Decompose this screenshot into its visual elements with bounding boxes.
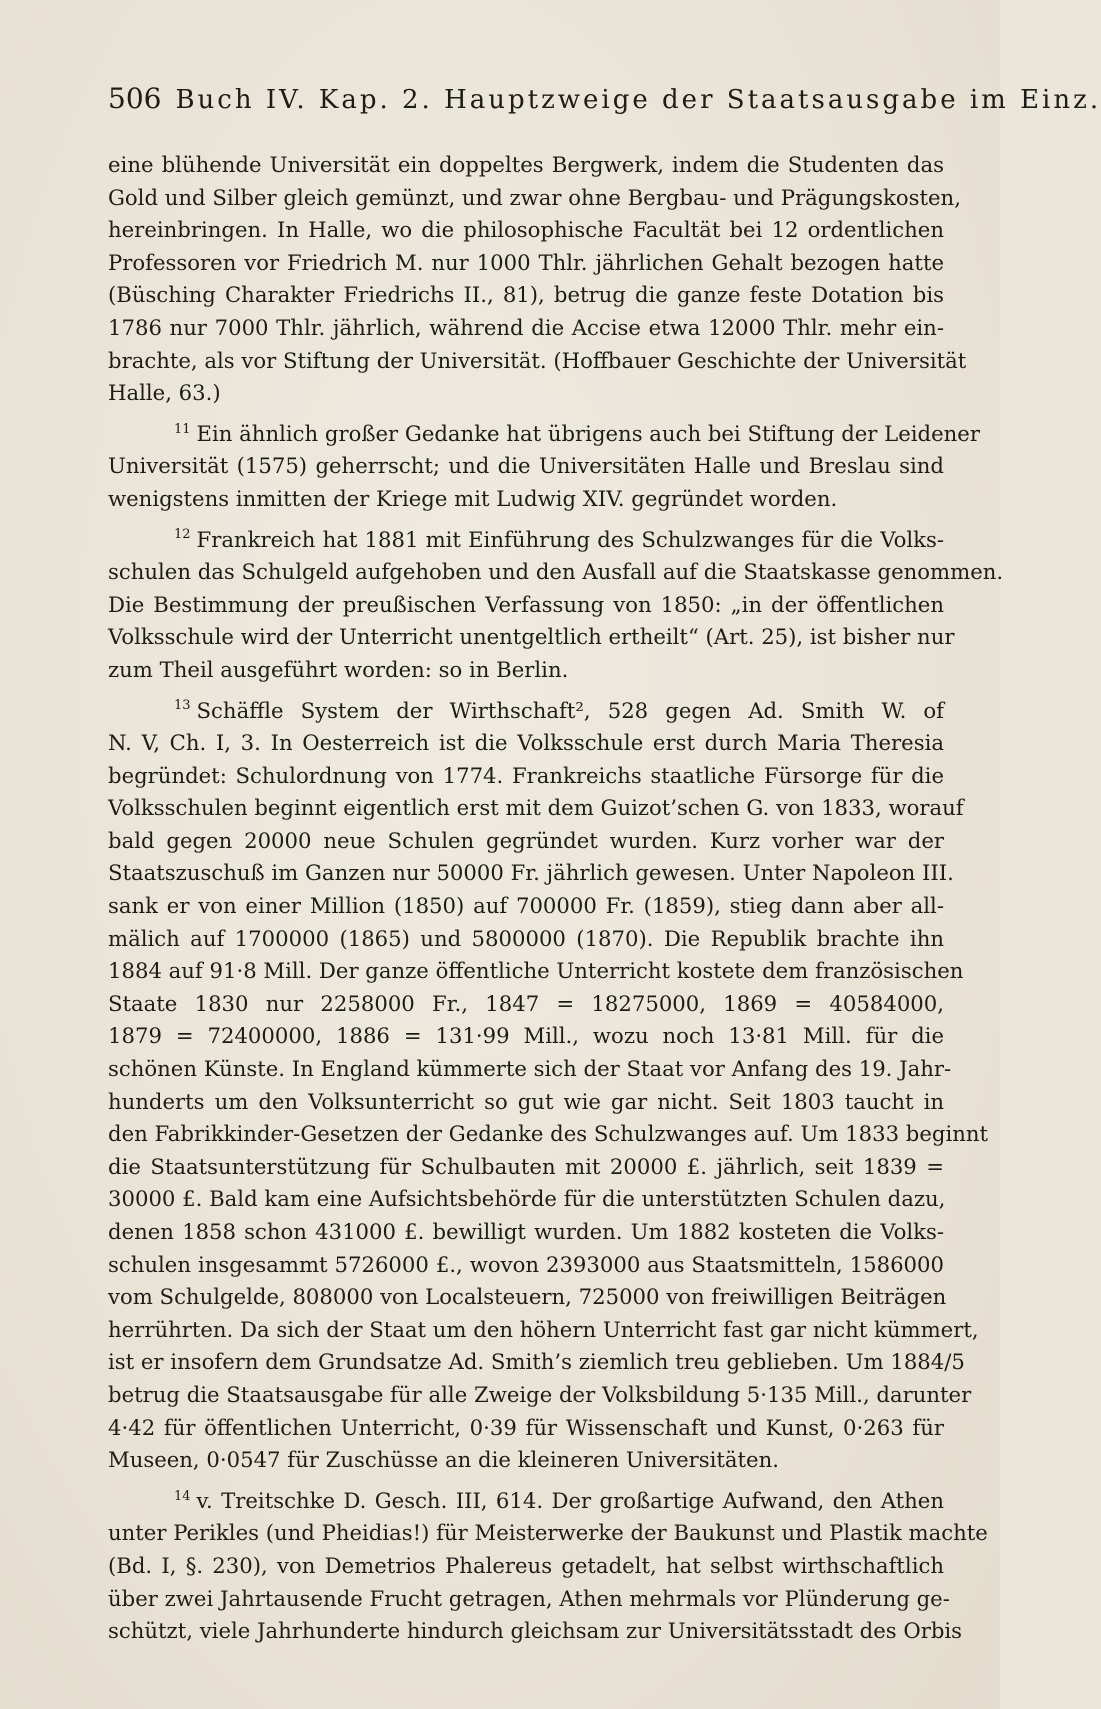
footnote-line: 4·42 für öffentlichen Unterricht, 0·39 für Wissenschaft und Kunst, 0·263 für bbox=[108, 1414, 944, 1440]
footnote-14 bbox=[108, 1485, 988, 1648]
footnote-line: Museen, 0·0547 für Zuschüsse an die kleineren Universitäten. bbox=[108, 1447, 779, 1473]
text-line: brachte, als vor Stiftung der Universität. (Hoffbauer Geschichte der Universität bbox=[108, 347, 967, 373]
footnote-mark: 11 bbox=[174, 421, 191, 437]
text-line: (Büsching Charakter Friedrichs II., 81), betrug die ganze feste Dotation bis bbox=[108, 282, 944, 308]
footnote-line: mälich auf 1700000 (1865) und 5800000 (1870). Die Republik brachte ihn bbox=[108, 925, 944, 951]
footnote-line: 1879 = 72400000, 1886 = 131·99 Mill., wozu noch 13·81 Mill. für die bbox=[108, 1023, 944, 1049]
footnote-line: sank er von einer Million (1850) auf 700000 Fr. (1859), stieg dann aber all- bbox=[108, 893, 944, 919]
footnote-text: v. Treitschke D. Gesch. III, 614. Der großartige Aufwand, den Athen bbox=[196, 1487, 944, 1513]
footnote-line: bald gegen 20000 neue Schulen gegründet wurden. Kurz vorher war der bbox=[108, 827, 944, 853]
footnote-line: (Bd. I, §. 230), von Demetrios Phalereus getadelt, hat selbst wirthschaftlich bbox=[108, 1552, 944, 1578]
footnote-line: schulen insgesammt 5726000 £., wovon 2393000 aus Staatsmitteln, 1586000 bbox=[108, 1251, 944, 1277]
footnote-line: die Staatsunterstützung für Schulbauten mit 20000 £. jährlich, seit 1839 = bbox=[108, 1153, 944, 1179]
footnote-line: hunderts um den Volksunterricht so gut wie gar nicht. Seit 1803 taucht in bbox=[108, 1088, 944, 1114]
footnote-line: 30000 £. Bald kam eine Aufsichtsbehörde für die unterstützten Schulen dazu, bbox=[108, 1186, 946, 1212]
footnote-12 bbox=[108, 524, 1004, 687]
footnote-line: begründet: Schulordnung von 1774. Frankreichs staatliche Fürsorge für die bbox=[108, 762, 944, 788]
footnote-line: vom Schulgelde, 808000 von Localsteuern, 725000 von freiwilligen Beiträgen bbox=[108, 1284, 947, 1310]
footnote-line: 1884 auf 91·8 Mill. Der ganze öffentliche Unterricht kostete dem französischen bbox=[108, 958, 964, 984]
footnote-line: schützt, viele Jahrhunderte hindurch gleichsam zur Universitätsstadt des Orbis bbox=[108, 1618, 963, 1644]
footnote-mark: 14 bbox=[174, 1488, 191, 1504]
footnote-text: Ein ähnlich großer Gedanke hat übrigens auch bei Stiftung der Leidener bbox=[196, 420, 980, 446]
footnote-line: Die Bestimmung der preußischen Verfassung von 1850: „in der öffentlichen bbox=[108, 591, 944, 617]
footnote-line: unter Perikles (und Pheidias!) für Meisterwerke der Baukunst und Plastik machte bbox=[108, 1520, 988, 1546]
page-text bbox=[108, 149, 1004, 1648]
footnote-line: N. V, Ch. I, 3. In Oesterreich ist die Volksschule erst durch Maria Theresia bbox=[108, 730, 944, 756]
footnote-line: schönen Künste. In England kümmerte sich der Staat vor Anfang des 19. Jahr- bbox=[108, 1056, 952, 1082]
running-head bbox=[108, 82, 1101, 115]
footnote-line: schulen das Schulgeld aufgehoben und den Ausfall auf die Staatskasse genommen. bbox=[108, 559, 1004, 585]
footnote-line: Volksschule wird der Unterricht unentgeltlich ertheilt“ (Art. 25), ist bisher nur bbox=[108, 624, 955, 650]
footnote-line: Staatszuschuß im Ganzen nur 50000 Fr. jährlich gewesen. Unter Napoleon III. bbox=[108, 860, 954, 886]
text-line: Gold und Silber gleich gemünzt, und zwar ohne Bergbau- und Prägungskosten, bbox=[108, 184, 961, 210]
continued-paragraph bbox=[108, 149, 967, 410]
footnote-line bbox=[108, 1485, 944, 1518]
footnote-line: denen 1858 schon 431000 £. bewilligt wurden. Um 1882 kosteten die Volks- bbox=[108, 1219, 944, 1244]
footnote-11 bbox=[108, 418, 980, 516]
footnote-mark: 12 bbox=[174, 527, 191, 543]
footnote-line: wenigstens inmitten der Kriege mit Ludwig XIV. gegründet worden. bbox=[108, 485, 838, 511]
footnote-line: ist er insofern dem Grundsatze Ad. Smith’s ziemlich treu geblieben. Um 1884/5 bbox=[108, 1349, 965, 1375]
footnote-line bbox=[108, 524, 944, 557]
footnote-line: den Fabrikkinder-Gesetzen der Gedanke des Schulzwanges auf. Um 1833 beginnt bbox=[108, 1121, 989, 1147]
footnote-line: zum Theil ausgeführt worden: so in Berlin. bbox=[108, 656, 569, 682]
text-line: hereinbringen. In Halle, wo die philosophische Facultät bei 12 ordentlichen bbox=[108, 217, 944, 243]
footnote-mark: 13 bbox=[174, 698, 191, 714]
footnote-line: herrührten. Da sich der Staat um den höhern Unterricht fast gar nicht kümmert, bbox=[108, 1316, 979, 1342]
page-number: 506 bbox=[108, 82, 162, 115]
footnote-line: über zwei Jahrtausende Frucht getragen, Athen mehrmals vor Plünderung ge- bbox=[108, 1585, 950, 1611]
running-title: Buch IV. Kap. 2. Hauptzweige der Staatsausgabe im Einz. bbox=[175, 85, 1101, 115]
footnote-13 bbox=[108, 695, 989, 1477]
footnote-line: Volksschulen beginnt eigentlich erst mit dem Guizot’schen G. von 1833, worauf bbox=[108, 795, 964, 821]
footnote-text: Schäffle System der Wirthschaft², 528 gegen Ad. Smith W. of bbox=[196, 697, 944, 723]
text-line: eine blühende Universität ein doppeltes Bergwerk, indem die Studenten das bbox=[108, 152, 944, 177]
footnote-line: betrug die Staatsausgabe für alle Zweige der Volksbildung 5·135 Mill., darunter bbox=[108, 1381, 972, 1407]
footnote-line: Universität (1575) geherrscht; und die Universitäten Halle und Breslau sind bbox=[108, 453, 944, 479]
footnote-text: Frankreich hat 1881 mit Einführung des Schulzwanges für die Volks- bbox=[196, 526, 944, 552]
footnote-line bbox=[108, 695, 944, 728]
footnote-line: Staate 1830 nur 2258000 Fr., 1847 = 18275000, 1869 = 40584000, bbox=[108, 990, 944, 1016]
text-line: Professoren vor Friedrich M. nur 1000 Thlr. jährlichen Gehalt bezogen hatte bbox=[108, 249, 944, 275]
footnote-line bbox=[108, 418, 980, 451]
text-line: 1786 nur 7000 Thlr. jährlich, während die Accise etwa 12000 Thlr. mehr ein- bbox=[108, 314, 944, 340]
text-line: Halle, 63.) bbox=[108, 380, 221, 406]
